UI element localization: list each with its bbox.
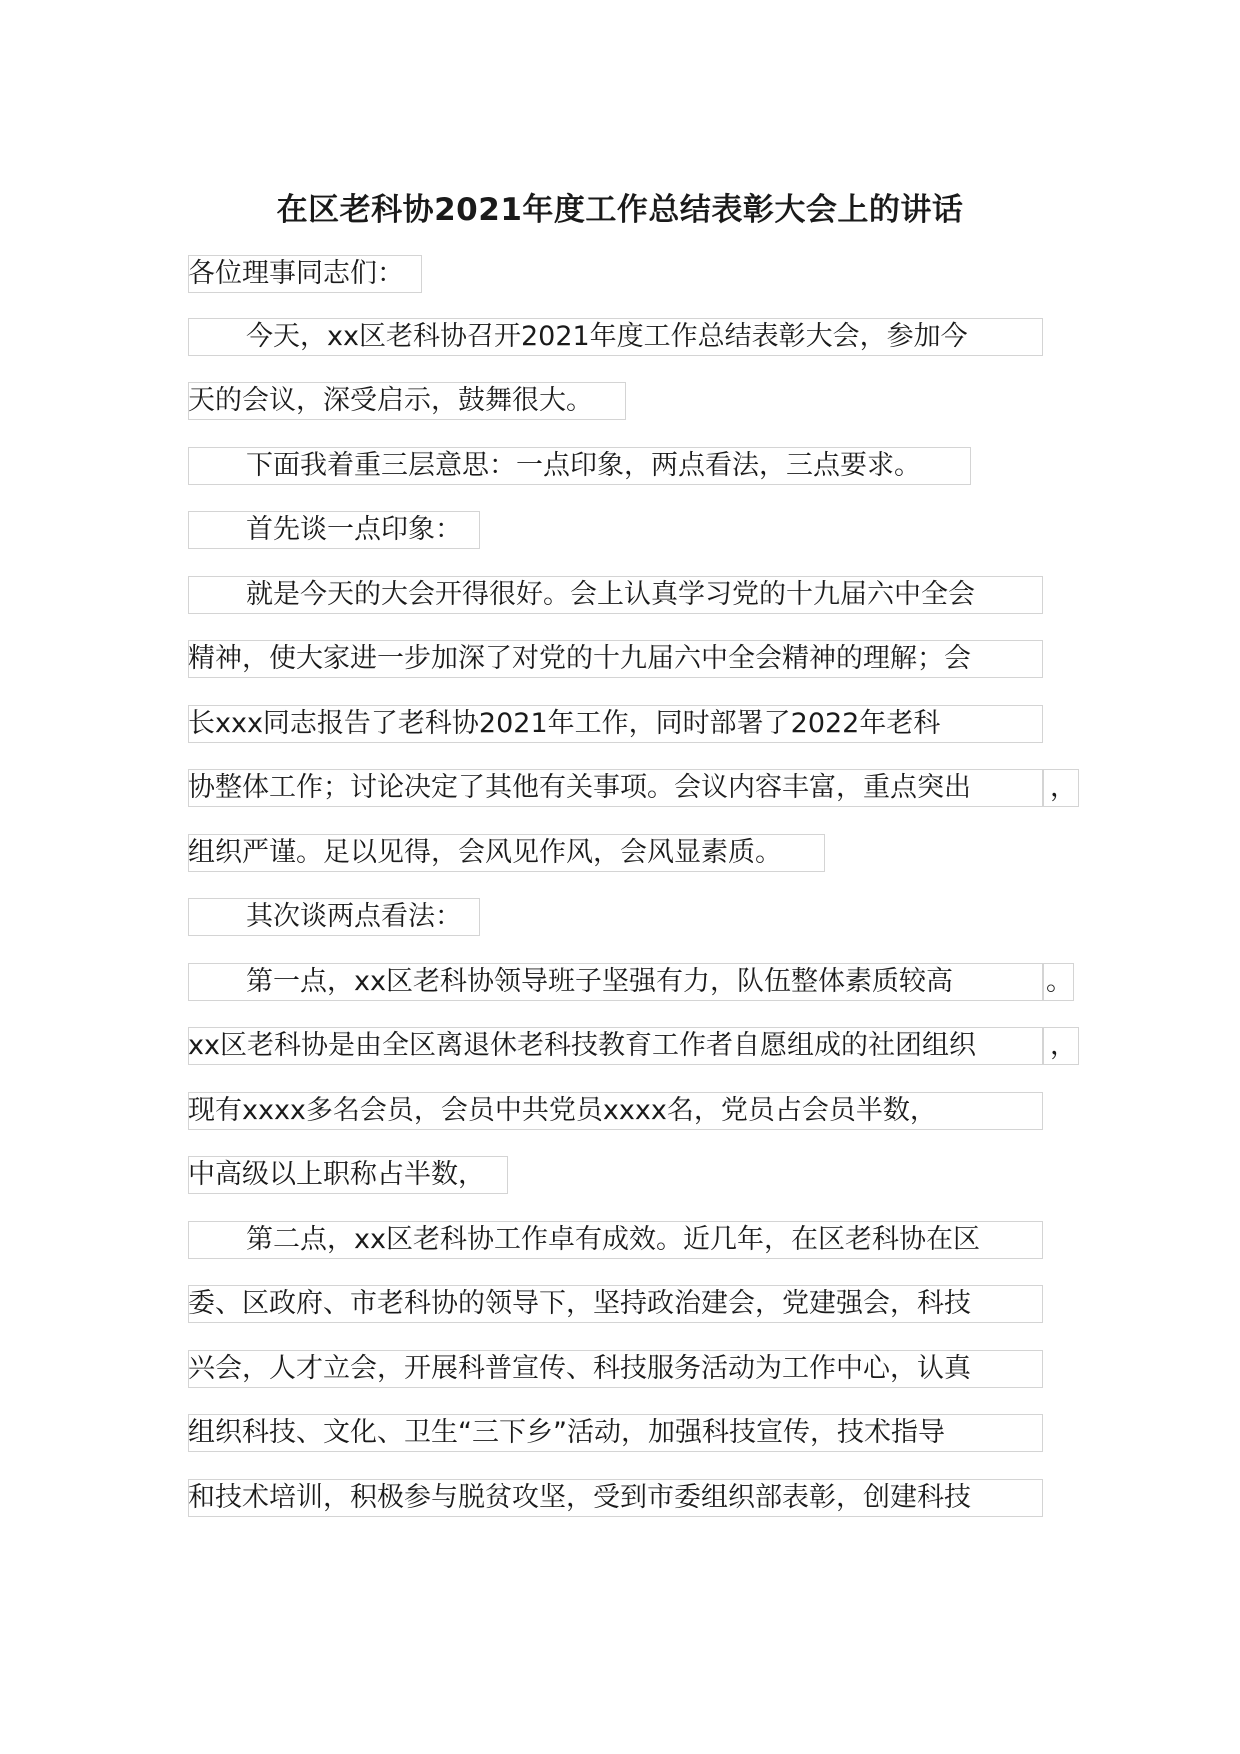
- paragraph-line: xx区老科协是由全区离退休老科技教育工作者自愿组成的社团组织: [188, 1030, 976, 1061]
- paragraph-line: 委、区政府、市老科协的领导下，坚持政治建会，党建强会，科技: [188, 1288, 971, 1319]
- document-title: 在区老科协2021年度工作总结表彰大会上的讲话: [276, 192, 964, 228]
- paragraph-line: 现有xxxx多名会员，会员中共党员xxxx名，党员占会员半数，: [188, 1095, 937, 1126]
- paragraph-line: 天的会议，深受启示，鼓舞很大。: [188, 385, 593, 416]
- section-heading: 其次谈两点看法：: [246, 901, 462, 932]
- paragraph-line: 第二点，xx区老科协工作卓有成效。近几年，在区老科协在区: [246, 1224, 980, 1255]
- paragraph-line: 精神，使大家进一步加深了对党的十九届六中全会精神的理解；会: [188, 643, 971, 674]
- overflow-mark: ，: [1050, 1030, 1077, 1061]
- overflow-mark: ，: [1050, 772, 1077, 803]
- section-heading: 首先谈一点印象：: [246, 514, 462, 545]
- paragraph-line: 今天，xx区老科协召开2021年度工作总结表彰大会，参加今: [246, 321, 968, 352]
- paragraph-line: 中高级以上职称占半数，: [188, 1159, 485, 1190]
- paragraph-line: 下面我着重三层意思：一点印象，两点看法，三点要求。: [246, 450, 921, 481]
- overflow-mark: 。: [1046, 966, 1073, 997]
- paragraph-line: 长xxx同志报告了老科协2021年工作，同时部署了2022年老科: [188, 708, 941, 739]
- paragraph-line: 第一点，xx区老科协领导班子坚强有力，队伍整体素质较高: [246, 966, 953, 997]
- paragraph-line: 兴会，人才立会，开展科普宣传、科技服务活动为工作中心，认真: [188, 1353, 971, 1384]
- salutation: 各位理事同志们：: [188, 258, 404, 289]
- paragraph-line: 和技术培训，积极参与脱贫攻坚，受到市委组织部表彰，创建科技: [188, 1482, 971, 1513]
- paragraph-line: 组织严谨。足以见得，会风见作风，会风显素质。: [188, 837, 782, 868]
- paragraph-line: 就是今天的大会开得很好。会上认真学习党的十九届六中全会: [246, 579, 975, 610]
- paragraph-line: 协整体工作；讨论决定了其他有关事项。会议内容丰富，重点突出: [188, 772, 971, 803]
- paragraph-line: 组织科技、文化、卫生“三下乡”活动，加强科技宣传，技术指导: [188, 1417, 945, 1448]
